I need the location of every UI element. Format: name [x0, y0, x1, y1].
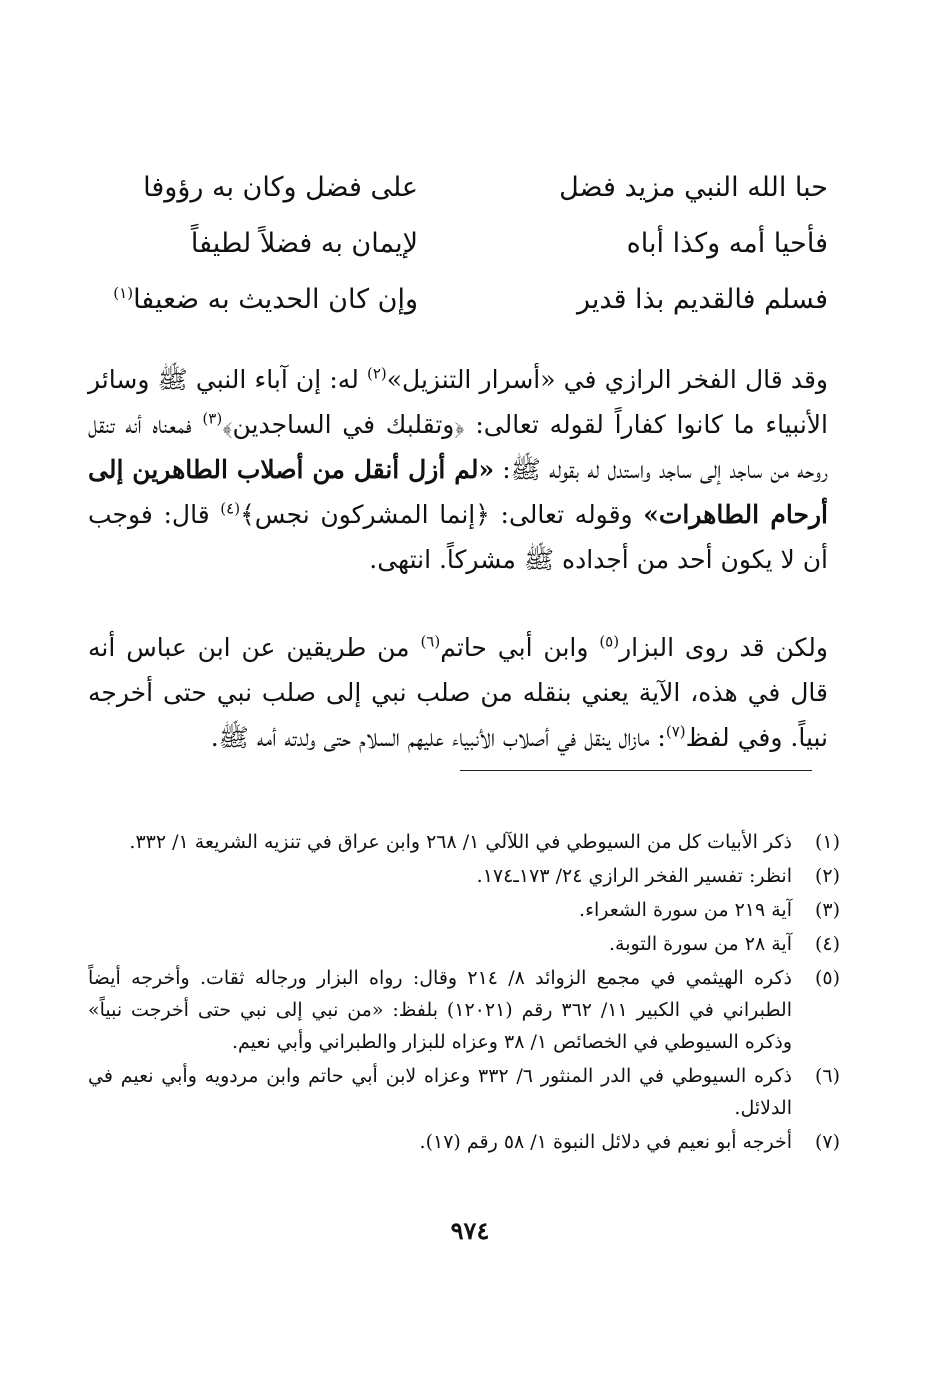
footnote-marker: (٥) [599, 632, 620, 651]
footnotes-section [88, 826, 840, 1160]
poem-verse [88, 168, 828, 224]
footnote-marker: (٢) [366, 364, 387, 383]
poem-block [88, 168, 828, 336]
footnote-number: (٥) [814, 967, 840, 989]
verse-first-hemistich: فأحيا أمه وكذا أباه [626, 228, 828, 259]
footnote-number: (٦) [814, 1065, 840, 1087]
footnote-item [88, 894, 840, 926]
footnote-text: آية ٢١٩ من سورة الشعراء. [579, 899, 792, 921]
footnote-item [88, 826, 840, 858]
page-number: ٩٧٤ [450, 1216, 490, 1245]
poem-verse [88, 224, 828, 280]
verse-first-hemistich: حبا الله النبي مزيد فضل [559, 172, 828, 203]
footnote-text: ذكره الهيثمي في مجمع الزوائد ٨/ ٢١٤ وقال: رواه البزار ورجاله ثقات. وأخرجه أيضاً الطبراني في الكبير ١١/ ٣٦٢ رقم (١٢٠٢١) بلفظ: «من نبي إلى نبي حتى أخرجت نبياً» وذكره السيوطي في الخصائص ١/ ٣٨ وعزاه للبزار والطبراني وأبي نعيم. [88, 967, 792, 1053]
footnote-separator [460, 770, 812, 771]
footnote-item [88, 962, 840, 1058]
footnote-item [88, 928, 840, 960]
paragraph-text: له: إن آباء النبي ﷺ وسائر الأنبياء ما كانوا كفاراً لقوله تعالى: ﴿وتقلبك في الساجدين﴾ [88, 365, 828, 439]
footnote-item [88, 860, 840, 892]
footnote-text: آية ٢٨ من سورة التوبة. [609, 933, 792, 955]
body-paragraph [88, 625, 828, 760]
footnote-marker: (١) [113, 284, 134, 302]
hadith-quote: «لم أزل أنقل من أصلاب الطاهرين إلى أرحام الطاهرات» [88, 455, 828, 529]
verse-second-hemistich-text: لإيمان به فضلاً لطيفاً [190, 228, 418, 259]
footnote-number: (٤) [814, 933, 840, 955]
verse-second-hemistich [88, 224, 418, 280]
paragraph-text: : مازال ينقل في أصلاب الأنبياء عليهم السلام حتى ولدته أمه ﷺ. [210, 723, 666, 752]
verse-second-hemistich-text: وإن كان الحديث به ضعيفا [133, 284, 418, 315]
paragraph-text: وقد قال الفخر الرازي في «أسرار التنزيل» [386, 365, 828, 394]
footnote-text: أخرجه أبو نعيم في دلائل النبوة ١/ ٥٨ رقم (١٧). [419, 1131, 792, 1153]
paragraph-text: وقوله تعالى: ﴿إنما المشركون نجس﴾ [240, 500, 644, 529]
paragraph-text: ولكن قد روى البزار [619, 633, 828, 662]
body-paragraph [88, 357, 828, 582]
verse-second-hemistich [88, 280, 418, 336]
footnote-marker: (٧) [665, 722, 686, 741]
footnote-text: انظر: تفسير الفخر الرازي ٢٤/ ١٧٣ـ١٧٤. [476, 865, 792, 887]
poem-verse [88, 280, 828, 336]
footnote-number: (٧) [814, 1131, 840, 1153]
verse-first-hemistich: فسلم فالقديم بذا قدير [576, 284, 828, 315]
footnote-number: (٣) [814, 899, 840, 921]
paragraph-text: قال: فوجب أن لا يكون أحد من أجداده ﷺ مشركاً. انتهى. [88, 500, 828, 574]
footnote-number: (٢) [814, 865, 840, 887]
paragraph-text: فمعناه أنه تنقل روحه من ساجد إلى ساجد واستدل له بقوله ﷺ: [88, 410, 828, 484]
footnote-marker: (٦) [420, 632, 441, 651]
footnote-number: (١) [814, 831, 840, 853]
footnote-item [88, 1060, 840, 1124]
footnote-text: ذكره السيوطي في الدر المنثور ٦/ ٣٣٢ وعزاه لابن أبي حاتم وابن مردويه وأبي نعيم في الدلائل. [88, 1065, 793, 1119]
paragraph-text: وابن أبي حاتم [440, 633, 600, 662]
verse-second-hemistich [88, 168, 418, 224]
verse-second-hemistich-text: على فضل وكان به رؤوفا [143, 172, 418, 203]
footnote-item [88, 1126, 840, 1158]
footnote-text: ذكر الأبيات كل من السيوطي في اللآلي ١/ ٢٦٨ وابن عراق في تنزيه الشريعة ١/ ٣٣٢. [129, 831, 792, 853]
footnote-marker: (٣) [202, 409, 223, 428]
paragraph-text: من طريقين عن ابن عباس أنه قال في هذه، الآية يعني بنقله من صلب نبي إلى صلب نبي حتى أخرجه نبياً. وفي لفظ [88, 633, 828, 752]
footnote-marker: (٤) [220, 499, 241, 518]
